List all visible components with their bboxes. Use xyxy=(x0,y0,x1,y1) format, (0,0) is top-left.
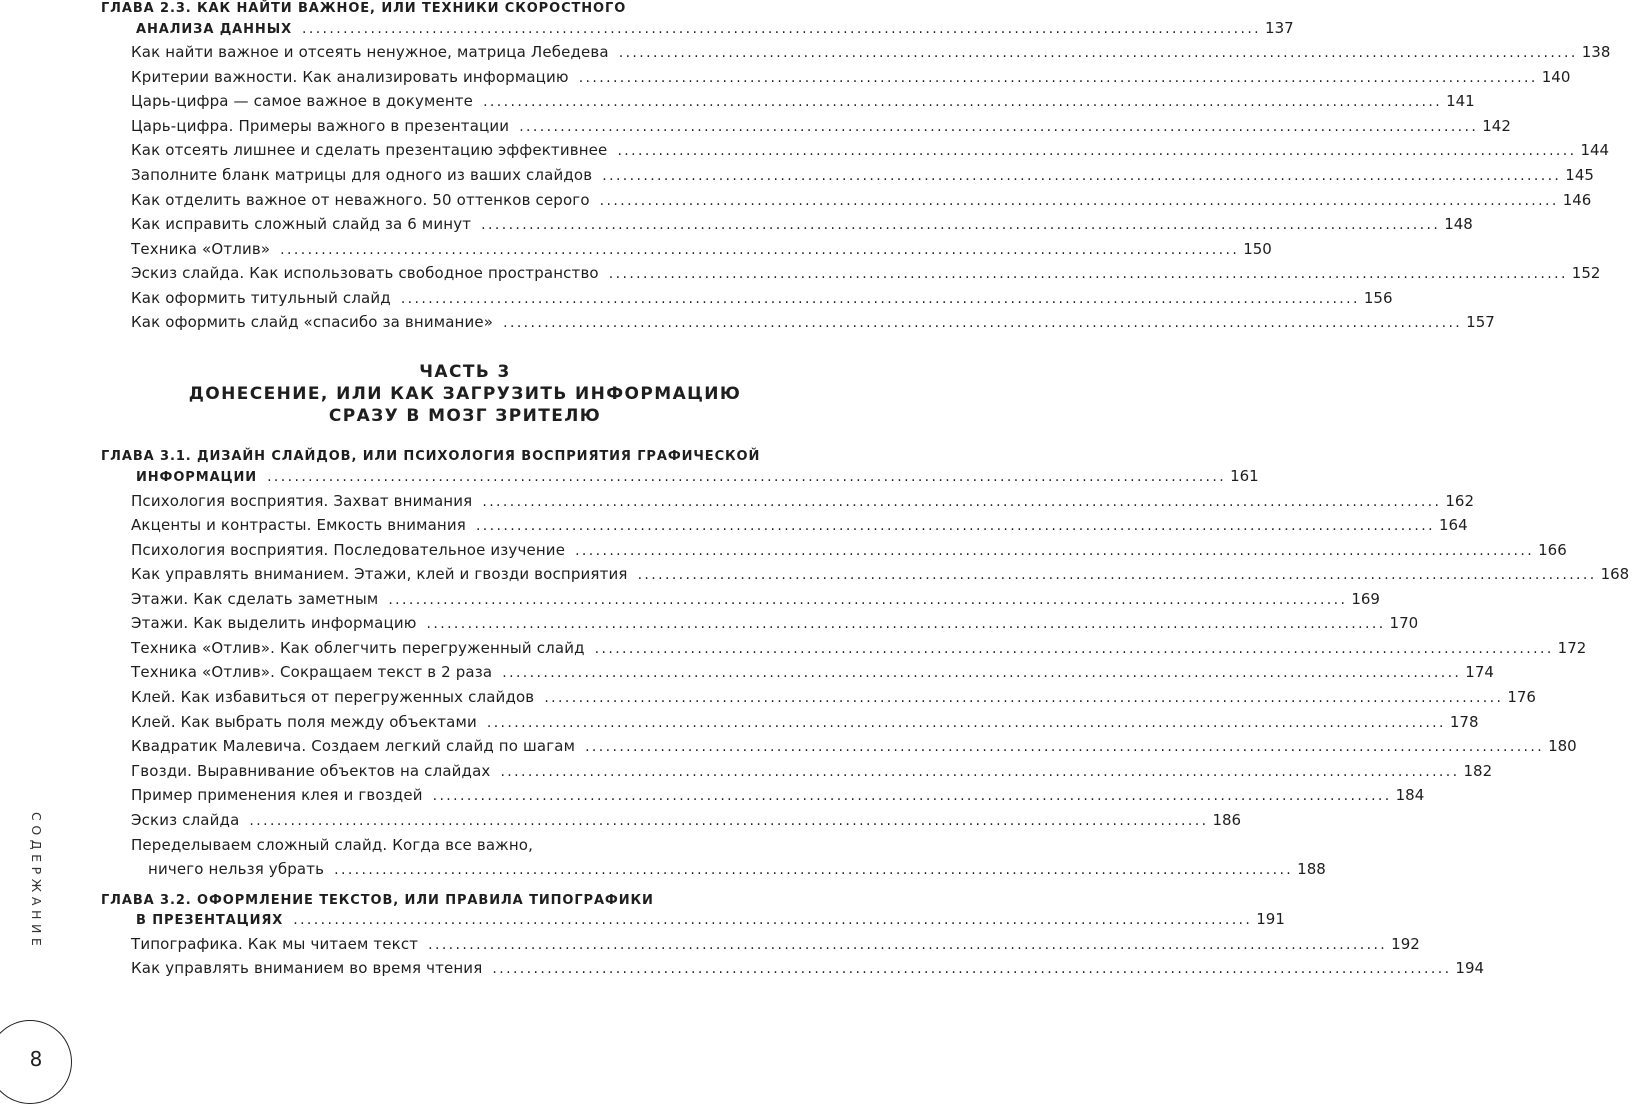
dot-leader: ............................................................................................................................................ xyxy=(519,119,1479,135)
toc-entry xyxy=(131,562,1630,586)
page-ref: 137 xyxy=(1265,19,1294,37)
page-ref: 150 xyxy=(1243,240,1272,258)
dot-leader: ............................................................................................................................................ xyxy=(575,543,1535,559)
page-ref: 176 xyxy=(1507,688,1536,706)
page-ref: 157 xyxy=(1466,313,1495,331)
entry-title: Эскиз слайда xyxy=(131,811,240,829)
entry-title: Этажи. Как выделить информацию xyxy=(131,614,417,632)
page-ref: 174 xyxy=(1465,663,1494,681)
dot-leader: ............................................................................................................................................ xyxy=(578,70,1538,86)
entry-title: Психология восприятия. Последовательное изучение xyxy=(131,541,566,559)
toc-entry xyxy=(131,783,1425,807)
dot-leader: ............................................................................................................................................ xyxy=(492,961,1452,977)
chapter-2-3-title: ГЛАВА 2.3. КАК НАЙТИ ВАЖНОЕ, ИЛИ ТЕХНИКИ СКОРОСТНОГО xyxy=(101,1,627,16)
toc-entry xyxy=(131,188,1592,212)
entry-title: Как исправить сложный слайд за 6 минут xyxy=(131,215,472,233)
dot-leader: ............................................................................................................................................ xyxy=(280,242,1240,258)
entry-title: Техника «Отлив». Сокращаем текст в 2 раза xyxy=(131,663,493,681)
entry-title: Как отсеять лишнее и сделать презентацию эффективнее xyxy=(131,141,608,159)
toc-entry xyxy=(131,40,1611,64)
page-ref: 142 xyxy=(1482,117,1511,135)
toc-entry xyxy=(131,932,1420,956)
toc-entry xyxy=(131,89,1475,113)
dot-leader: ............................................................................................................................................ xyxy=(503,315,1463,331)
page-ref: 170 xyxy=(1389,614,1419,632)
dot-leader: ............................................................................................................................................ xyxy=(388,592,1348,608)
dot-leader: ............................................................................................................................................ xyxy=(302,21,1262,37)
page-ref: 186 xyxy=(1212,811,1242,829)
chapter-title-text: В ПРЕЗЕНТАЦИЯХ xyxy=(136,913,284,928)
toc-entry xyxy=(131,660,1494,684)
toc-entry xyxy=(131,286,1393,310)
dot-leader: ............................................................................................................................................ xyxy=(618,45,1578,61)
entry-title: Гвозди. Выравнивание объектов на слайдах xyxy=(131,762,491,780)
dot-leader: ............................................................................................................................................ xyxy=(400,291,1360,307)
page-ref: 191 xyxy=(1256,910,1285,928)
entry-title: Клей. Как избавиться от перегруженных слайдов xyxy=(131,688,535,706)
toc-entry xyxy=(131,237,1272,261)
entry-title-line2: ничего нельзя убрать xyxy=(148,860,325,878)
dot-leader: ............................................................................................................................................ xyxy=(482,494,1442,510)
dot-leader: ............................................................................................................................................ xyxy=(481,217,1441,233)
page-ref: 152 xyxy=(1571,264,1601,282)
entry-title: Психология восприятия. Захват внимания xyxy=(131,492,473,510)
page-ref: 180 xyxy=(1548,737,1577,755)
toc-entry xyxy=(131,310,1495,334)
page-ref: 194 xyxy=(1455,959,1485,977)
dot-leader: ............................................................................................................................................ xyxy=(334,862,1294,878)
chapter-3-1-title: ГЛАВА 3.1. ДИЗАЙН СЛАЙДОВ, ИЛИ ПСИХОЛОГИЯ ВОСПРИЯТИЯ ГРАФИЧЕСКОЙ xyxy=(101,449,761,464)
toc-entry xyxy=(131,513,1468,537)
toc-entry xyxy=(131,587,1380,611)
entry-title: Заполните бланк матрицы для одного из ваших слайдов xyxy=(131,166,593,184)
entry-title: Как управлять вниманием. Этажи, клей и гвозди восприятия xyxy=(131,565,628,583)
toc-entry xyxy=(131,734,1577,758)
page-ref: 156 xyxy=(1363,289,1393,307)
entry-title: Квадратик Малевича. Создаем легкий слайд по шагам xyxy=(131,737,576,755)
section-sidebar-label: СОДЕРЖАНИЕ xyxy=(29,812,44,951)
toc-entry xyxy=(131,759,1493,783)
dot-leader: ............................................................................................................................................ xyxy=(486,715,1446,731)
entry-title: Техника «Отлив» xyxy=(131,240,271,258)
page-ref: 184 xyxy=(1395,786,1425,804)
dot-leader: ............................................................................................................................................ xyxy=(637,567,1597,583)
dot-leader: ............................................................................................................................................ xyxy=(293,912,1253,928)
page-number: 8 xyxy=(29,1047,43,1071)
page-ref: 141 xyxy=(1446,92,1475,110)
dot-leader: ............................................................................................................................................ xyxy=(602,168,1562,184)
toc-entry xyxy=(131,212,1473,236)
entry-title: Техника «Отлив». Как облегчить перегруженный слайд xyxy=(131,639,585,657)
toc-entry xyxy=(131,65,1571,89)
page-ref: 182 xyxy=(1463,762,1493,780)
entry-title: Царь-цифра. Примеры важного в презентации xyxy=(131,117,510,135)
toc-entry xyxy=(131,261,1601,285)
toc-entry xyxy=(131,163,1594,187)
entry-title: Как найти важное и отсеять ненужное, матрица Лебедева xyxy=(131,43,609,61)
toc-entry xyxy=(131,808,1242,832)
entry-title: Этажи. Как сделать заметным xyxy=(131,590,379,608)
chapter-3-2-title: ГЛАВА 3.2. ОФОРМЛЕНИЕ ТЕКСТОВ, ИЛИ ПРАВИЛА ТИПОГРАФИКИ xyxy=(101,893,654,908)
entry-title: Как управлять вниманием во время чтения xyxy=(131,959,483,977)
page-ref: 140 xyxy=(1541,68,1571,86)
page-ref: 172 xyxy=(1557,639,1587,657)
dot-leader: ............................................................................................................................................ xyxy=(544,690,1504,706)
page-ref: 192 xyxy=(1391,935,1420,953)
toc-entry xyxy=(131,138,1610,162)
chapter-title-text: АНАЛИЗА ДАННЫХ xyxy=(136,22,292,37)
page-ref: 145 xyxy=(1565,166,1594,184)
toc-entry xyxy=(131,611,1419,635)
page-ref: 161 xyxy=(1230,467,1259,485)
dot-leader: ............................................................................................................................................ xyxy=(483,94,1443,110)
entry-title: Как отделить важное от неважного. 50 оттенков серого xyxy=(131,191,590,209)
part-heading-number: ЧАСТЬ 3 xyxy=(419,362,511,382)
page-ref: 144 xyxy=(1580,141,1610,159)
entry-title-line2-row xyxy=(131,857,1326,882)
chapter-3-1-title-cont xyxy=(136,464,1259,488)
part-heading-title: ДОНЕСЕНИЕ, ИЛИ КАК ЗАГРУЗИТЬ ИНФОРМАЦИЮ xyxy=(188,384,742,404)
page-ref: 162 xyxy=(1445,492,1475,510)
toc-entry xyxy=(131,489,1475,513)
dot-leader: ............................................................................................................................................ xyxy=(426,616,1386,632)
entry-title: Эскиз слайда. Как использовать свободное пространство xyxy=(131,264,599,282)
dot-leader: ............................................................................................................................................ xyxy=(428,937,1388,953)
entry-title: Царь-цифра — самое важное в документе xyxy=(131,92,474,110)
page-ref: 138 xyxy=(1581,43,1611,61)
dot-leader: ............................................................................................................................................ xyxy=(432,788,1392,804)
page-ref: 178 xyxy=(1449,713,1479,731)
dot-leader: ............................................................................................................................................ xyxy=(608,266,1568,282)
entry-title-line1: Переделываем сложный слайд. Когда все важно, xyxy=(131,836,534,854)
toc-entry xyxy=(131,538,1567,562)
page-ref: 188 xyxy=(1297,860,1326,878)
dot-leader: ............................................................................................................................................ xyxy=(502,665,1462,681)
dot-leader: ............................................................................................................................................ xyxy=(267,469,1227,485)
page-ref: 148 xyxy=(1444,215,1473,233)
toc-entry-multiline xyxy=(131,833,1326,881)
chapter-2-3-title-cont xyxy=(136,16,1294,40)
entry-title: Типографика. Как мы читаем текст xyxy=(131,935,419,953)
dot-leader: ............................................................................................................................................ xyxy=(500,764,1460,780)
dot-leader: ............................................................................................................................................ xyxy=(475,518,1435,534)
dot-leader: ............................................................................................................................................ xyxy=(599,193,1559,209)
entry-title: Как оформить титульный слайд xyxy=(131,289,391,307)
entry-title-block xyxy=(131,833,1326,882)
dot-leader: ............................................................................................................................................ xyxy=(617,143,1577,159)
toc-entry xyxy=(131,956,1485,980)
page-ref: 164 xyxy=(1438,516,1468,534)
chapter-title-text: ИНФОРМАЦИИ xyxy=(136,470,258,485)
page-ref: 168 xyxy=(1600,565,1630,583)
page-ref: 146 xyxy=(1562,191,1592,209)
toc-entry xyxy=(131,114,1511,138)
entry-title: Как оформить слайд «спасибо за внимание» xyxy=(131,313,494,331)
dot-leader: ............................................................................................................................................ xyxy=(249,813,1209,829)
page-ref: 166 xyxy=(1538,541,1567,559)
entry-title: Пример применения клея и гвоздей xyxy=(131,786,423,804)
toc-entry xyxy=(131,636,1587,660)
dot-leader: ............................................................................................................................................ xyxy=(585,739,1545,755)
entry-title: Критерии важности. Как анализировать информацию xyxy=(131,68,569,86)
chapter-3-2-title-cont xyxy=(136,907,1285,931)
page-ref: 169 xyxy=(1351,590,1380,608)
toc-entry xyxy=(131,685,1536,709)
entry-title: Клей. Как выбрать поля между объектами xyxy=(131,713,477,731)
part-heading-subtitle: СРАЗУ В МОЗГ ЗРИТЕЛЮ xyxy=(328,406,602,426)
entry-title: Акценты и контрасты. Емкость внимания xyxy=(131,516,466,534)
dot-leader: ............................................................................................................................................ xyxy=(594,641,1554,657)
toc-entry xyxy=(131,710,1479,734)
